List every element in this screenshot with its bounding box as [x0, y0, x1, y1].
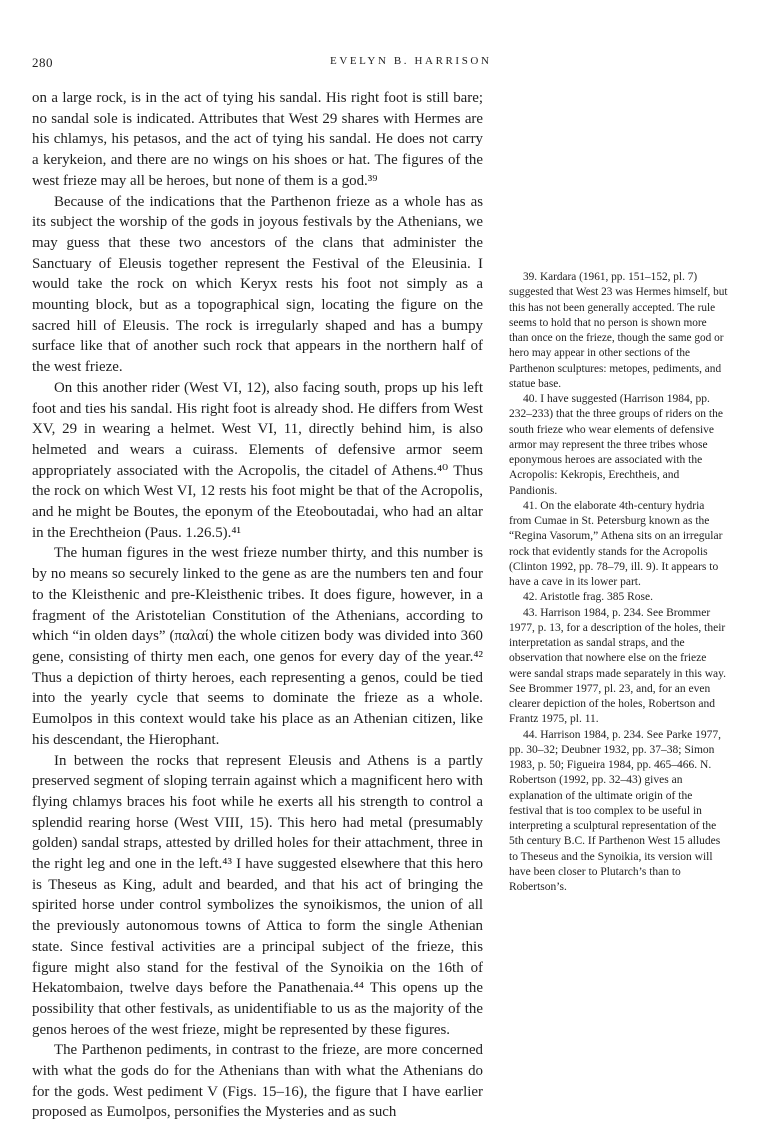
paragraph: In between the rocks that represent Eleusis and Athens is a partly preserved segment of sloping terrain against which a magnificent hero with flying chlamys braces his foot while he exerts all his strength to control a splendid rearing horse (West VIII, 15). This hero had metal (presumably golden) sandal straps, attested by drilled holes for their attachment, three in the right leg and one in the left.⁴³ I have suggested elsewhere that this hero is Theseus as King, adult and bearded, and that his act of bringing the spirited horse under control symbolizes the synoikismos, the union of all the previously autonomous towns of Attica to form the single Athenian state. Since festival activities are a principal subject of the frieze, this figure might also stand for the festival of the Synoikia on the 16th of Hekatombaion, twelve days before the Panathenaia.⁴⁴ This opens up the possibility that other festivals, as unidentifiable to us as the majority of the genos heroes of the west frieze, might be represented by these figures. — [32, 752, 483, 1038]
footnote: 41. On the elaborate 4th-century hydria from Cumae in St. Petersburg known as the “Regina Vasorum,” Athena sits on an irregular rock that evidently stands for the Acropolis (Clinton 1992, pp. 78–79, ill. 9). It appears to have a cave in its lower part. — [509, 499, 723, 588]
paragraph: The Parthenon pediments, in contrast to the frieze, are more concerned with what the gods do for the Athenians than with what the Athenians do for the gods. West pediment V (Figs. 15–16), the figure that I have earlier proposed as Eumolpos, personifies the Mysteries and as such — [32, 1042, 483, 1121]
page-number: 280 — [32, 55, 53, 70]
footnote: 40. I have suggested (Harrison 1984, pp. 232–233) that the three groups of riders on the south frieze who wear elements of defensive armor may represent the three tribes whose eponymous heroes are associated with the Acropolis: Kekropis, Erechtheis, and Pandionis. — [509, 393, 723, 497]
running-head: EVELYN B. HARRISON — [330, 55, 492, 67]
paragraph: On this another rider (West VI, 12), also facing south, props up his left foot and ties his sandal. His right foot is already shod. He differs from West XV, 29 in wearing a helmet. West VI, 11, directly behind him, is also helmeted and wears a cuirass. Elements of defensive armor seem appropriately associated with the Acropolis, the citadel of Athens.⁴⁰ Thus the rock on which West VI, 12 rests his foot might be that of the Acropolis, and he might be Boutes, the eponym of the Eteoboutadai, who had an altar in the Erechtheion (Paus. 1.26.5).⁴¹ — [32, 379, 483, 541]
paragraph: on a large rock, is in the act of tying his sandal. His right foot is still bare; no sandal sole is indicated. Attributes that West 29 shares with Hermes are his chlamys, his petasos, and the act of tying his sandal. He does not carry a kerykeion, and there are no wings on his shoes or hat. The figures of the west frieze may all be heroes, but none of them is a god.³⁹ — [32, 90, 483, 189]
footnote: 43. Harrison 1984, p. 234. See Brommer 1977, p. 13, for a description of the holes, their interpretation as sandal straps, and the observation that nowhere else on the frieze were sandal straps made separately in this way. See Brommer 1977, pl. 23, and, for an even clearer depiction of the holes, Robertson and Frantz 1975, pl. 11. — [509, 606, 727, 726]
footnote: 39. Kardara (1961, pp. 151–152, pl. 7) suggested that West 23 was Hermes himself, but this has not been generally accepted. The rule seems to hold that no person is shown more than once on the frieze, though the same god or hero may appear in other sections of the Parthenon sculptures: metopes, pediments, and statue base. — [509, 271, 728, 390]
footnote: 44. Harrison 1984, p. 234. See Parke 1977, pp. 30–32; Deubner 1932, pp. 37–38; Simon 1983, p. 50; Figueira 1984, pp. 465–466. N. Robertson (1992, pp. 32–43) gives an explanation of the ultimate origin of the festival that is too complex to be useful in interpreting a sculptural representation of the 5th century B.C. If Parthenon West 15 alludes to Theseus and the Synoikia, its version will have been closer to Plutarch’s than to Robertson’s. — [509, 728, 722, 893]
main-text — [32, 88, 483, 1123]
paragraph: The human figures in the west frieze number thirty, and this number is by no means so securely linked to the gene as are the numbers ten and four to the Kleisthenic and pre-Kleisthenic tribes. It does figure, however, in a fragment of the Aristotelian Constitution of the Athenians, according to which “in olden days” (παλαί) the whole citizen body was divided into 360 gene, consisting of thirty men each, one genos for every day of the year.⁴² Thus a depiction of thirty heroes, each representing a genos, could be tied into the yearly cycle that seems to dominate the frieze as a whole. Eumolpos in this context would take his place as an Athenian citizen, like his descendant, the Hierophant. — [32, 545, 483, 748]
footnote: 42. Aristotle frag. 385 Rose. — [523, 591, 653, 604]
footnotes-column — [509, 270, 728, 895]
paragraph: Because of the indications that the Parthenon frieze as a whole has as its subject the worship of the gods in joyous festivals by the Athenians, we may guess that these two ancestors of the clans that administer the Sanctuary of Eleusis together represent the Festival of the Eleusinia. I would take the rock on which Keryx rests his foot not simply as a mounting block, but as a topographical sign, locating the figure on the sacred hill of Eleusis. The rock is irregularly shaped and has a bumpy surface like that of another such rock that appears in the northern half of the west frieze. — [32, 193, 483, 376]
